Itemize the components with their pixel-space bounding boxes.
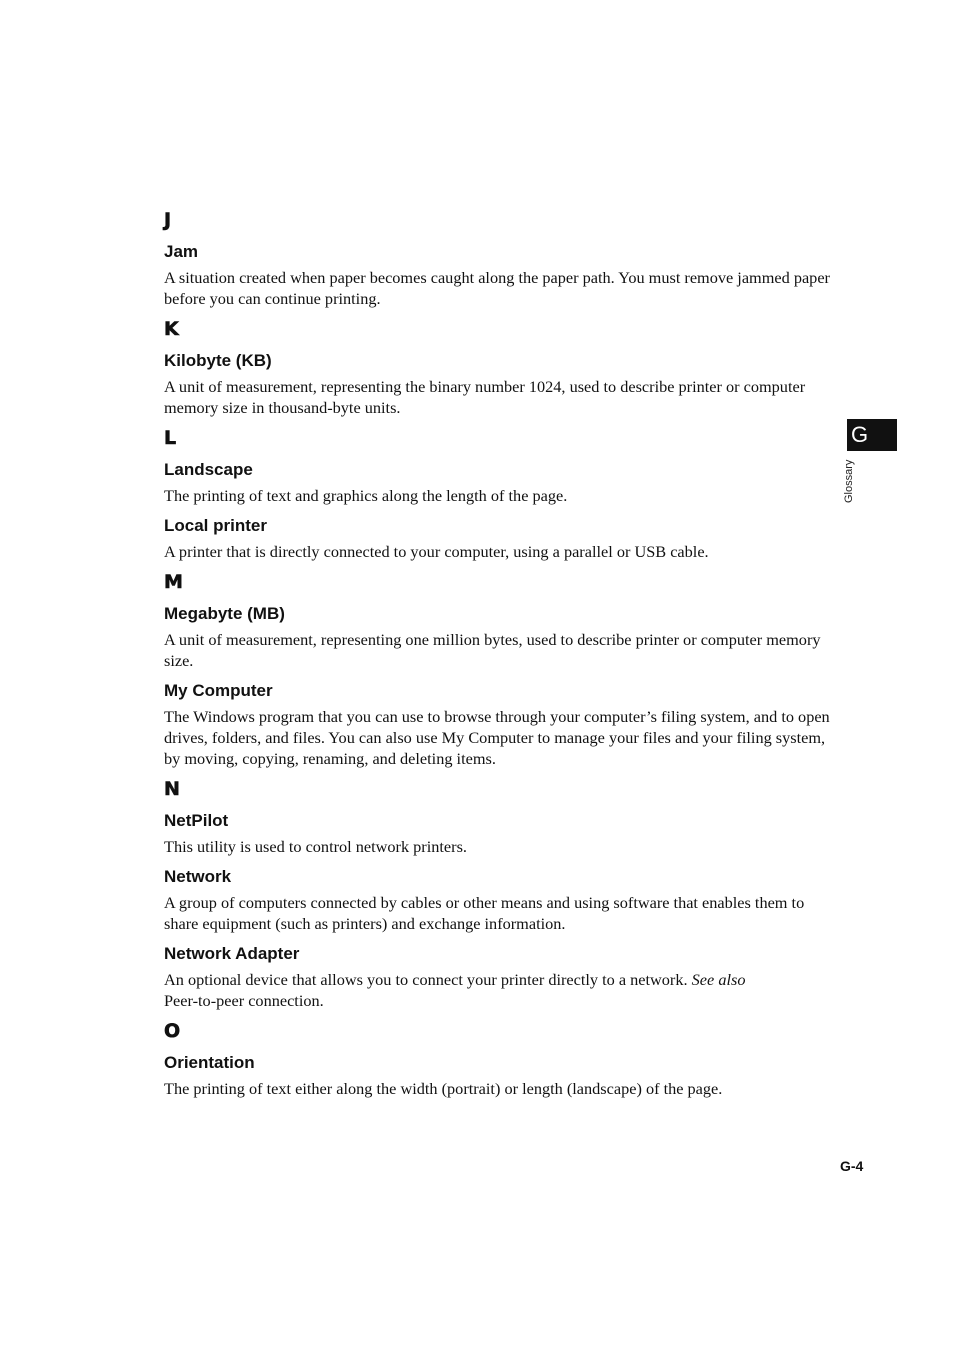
term-orientation: Orientation [164,1053,255,1072]
page-number: G-4 [840,1158,864,1174]
term-landscape: Landscape [164,460,253,479]
term-network-adapter: Network Adapter [164,944,300,963]
see-also-label: See also [691,970,746,989]
see-also-reference: Peer-to-peer connection. [164,991,324,1010]
definition-local-printer: A printer that is directly connected to your computer, using a parallel or USB cable. [164,542,709,561]
definition-orientation: The printing of text either along the width (portrait) or length (landscape) of the page. [164,1079,723,1098]
definition-network-adapter-text: An optional device that allows you to connect your printer directly to a network. [164,970,688,989]
section-letter-m: M [164,571,183,593]
term-netpilot: NetPilot [164,811,229,830]
term-kilobyte: Kilobyte (KB) [164,351,272,370]
definition-megabyte: A unit of measurement, representing one million bytes, used to describe printer or computer memory size. [164,630,821,670]
term-local-printer: Local printer [164,516,267,535]
glossary-content [164,210,832,1109]
definition-network-adapter [164,969,832,1011]
definition-landscape: The printing of text and graphics along the length of the page. [164,486,568,505]
section-letter-k: K [164,318,179,340]
definition-netpilot: This utility is used to control network printers. [164,837,467,856]
chapter-tab: G [847,419,897,451]
section-letter-j: J [164,209,172,231]
chapter-tab-label: Glossary [843,459,855,503]
definition-kilobyte: A unit of measurement, representing the binary number 1024, used to describe printer or computer memory size in thousand-byte units. [164,377,806,417]
definition-jam: A situation created when paper becomes caught along the paper path. You must remove jammed paper before you can continue printing. [164,268,830,308]
section-letter-l: L [164,427,177,449]
term-my-computer: My Computer [164,681,273,700]
term-network: Network [164,867,232,886]
definition-my-computer: The Windows program that you can use to browse through your computer’s filing system, and to open drives, folders, and files. You can also use My Computer to manage your files and your filing system, by moving, copying, renaming, and deleting items. [164,707,830,768]
term-jam: Jam [164,242,199,261]
section-letter-o: O [164,1020,181,1042]
section-letter-n: N [164,778,180,800]
definition-network: A group of computers connected by cables or other means and using software that enables them to share equipment (such as printers) and exchange information. [164,893,805,933]
term-megabyte: Megabyte (MB) [164,604,285,623]
